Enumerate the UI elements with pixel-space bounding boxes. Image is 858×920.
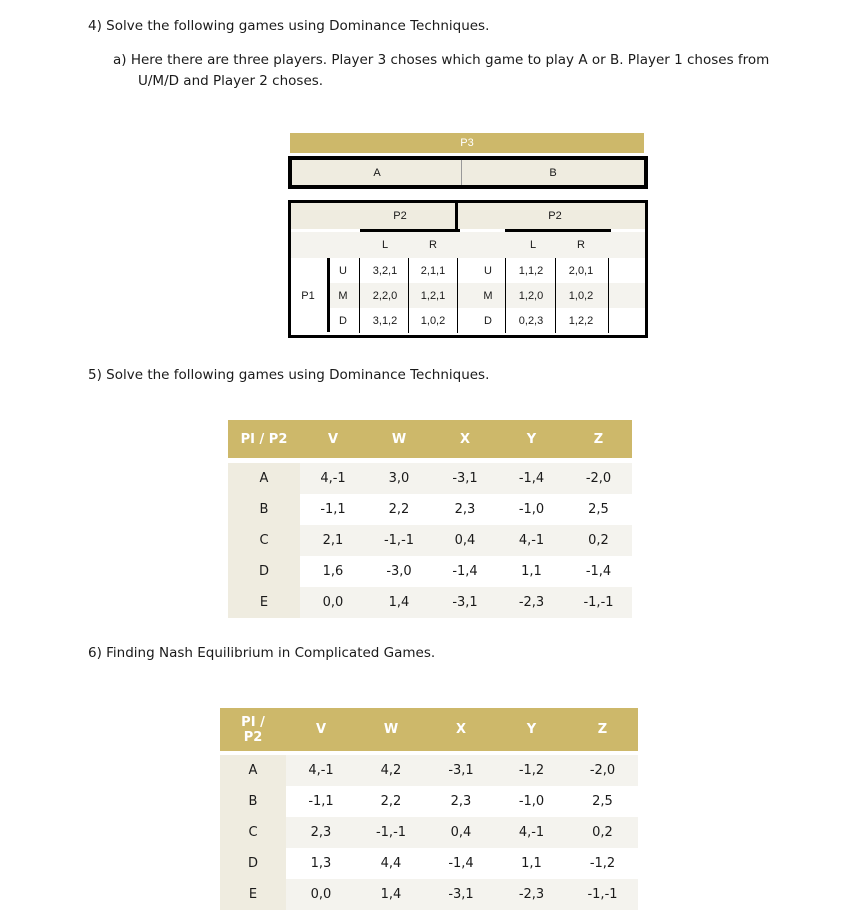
table-row (220, 817, 638, 848)
row-label: A (228, 463, 300, 494)
p2-label-a: P2 (393, 210, 407, 222)
payoff-cell: 1,1 (496, 848, 567, 879)
payoff-cell: 3,2,1 (372, 264, 398, 277)
payoff-cell: -3,1 (432, 463, 498, 494)
table-row (220, 879, 638, 910)
payoff-cell: 2,5 (565, 494, 632, 525)
payoff-cell: 0,0 (300, 587, 366, 618)
q5-col-y: Y (526, 431, 537, 447)
table-row (228, 463, 632, 494)
col-r-a: R (429, 239, 437, 251)
payoff-cell: 1,0,2 (568, 289, 594, 302)
payoff-cell: -1,4 (426, 848, 496, 879)
payoff-cell: 0,0 (286, 879, 356, 910)
payoff-cell: 4,-1 (300, 463, 366, 494)
q5-col-v: V (327, 431, 339, 447)
payoff-cell: -1,2 (567, 848, 638, 879)
payoff-cell: 2,2 (356, 786, 426, 817)
divider (359, 258, 360, 333)
row-m-a: M (338, 289, 348, 302)
row-m-b: M (483, 289, 493, 302)
payoff-cell: 4,-1 (496, 817, 567, 848)
q6-col-x: X (455, 722, 467, 737)
col-l-a: L (381, 239, 389, 251)
payoff-cell: 1,6 (300, 556, 366, 587)
payoff-cell: -1,0 (498, 494, 565, 525)
row-label: C (228, 525, 300, 556)
row-label: B (220, 786, 286, 817)
payoff-cell: 1,1,2 (518, 264, 544, 277)
payoff-cell: 1,3 (286, 848, 356, 879)
payoff-cell: 0,4 (432, 525, 498, 556)
payoff-cell: -1,0 (496, 786, 567, 817)
payoff-cell: 2,3 (432, 494, 498, 525)
payoff-cell: 3,0 (366, 463, 432, 494)
payoff-cell: -1,-1 (356, 817, 426, 848)
payoff-cell: -1,2 (496, 755, 567, 786)
payoff-cell: -1,4 (565, 556, 632, 587)
payoff-cell: 1,2,2 (568, 314, 594, 327)
payoff-cell: 1,2,0 (518, 289, 544, 302)
q4a-text-cont: U/M/D and Player 2 choses. (138, 73, 324, 89)
payoff-cell: 2,3 (286, 817, 356, 848)
game-b-label: B (549, 166, 557, 179)
payoff-cell: 4,4 (356, 848, 426, 879)
game-a-label: A (373, 166, 381, 179)
payoff-cell: -3,1 (426, 755, 496, 786)
row-d-a: D (339, 314, 347, 327)
table-row (228, 556, 632, 587)
p2-label-b: P2 (548, 210, 562, 222)
row-label: D (228, 556, 300, 587)
q6-header-row (220, 708, 638, 751)
payoff-cell: 3,1,2 (372, 314, 398, 327)
q6-corner-line1: PI / (241, 714, 265, 730)
payoff-cell: 1,0,2 (420, 314, 446, 327)
q6-title: 6) Finding Nash Equilibrium in Complicated Games. (88, 645, 436, 661)
payoff-cell: 1,4 (356, 879, 426, 910)
row-u-b: U (484, 264, 492, 277)
payoff-cell: -3,0 (366, 556, 432, 587)
payoff-cell: 2,1 (300, 525, 366, 556)
payoff-cell: 0,4 (426, 817, 496, 848)
payoff-cell: -2,3 (498, 587, 565, 618)
payoff-cell: 2,2 (366, 494, 432, 525)
payoff-cell: 1,1 (498, 556, 565, 587)
payoff-cell: 0,2,3 (518, 314, 544, 327)
p3-header: P3 (290, 133, 644, 153)
q5-col-x: X (459, 431, 471, 447)
payoff-cell: 2,2,0 (372, 289, 398, 302)
row-label: E (220, 879, 286, 910)
q5-col-w: W (391, 431, 407, 447)
payoff-cell: -1,-1 (567, 879, 638, 910)
q6-corner (220, 708, 286, 751)
q5-corner: PI / P2 (240, 431, 288, 447)
payoff-cell: -2,3 (496, 879, 567, 910)
q6-col-w: W (383, 722, 399, 737)
row-label: E (228, 587, 300, 618)
row-label: A (220, 755, 286, 786)
q6-col-v: V (315, 722, 327, 737)
payoff-cell: 4,-1 (286, 755, 356, 786)
payoff-cell: 0,2 (567, 817, 638, 848)
q4-title: 4) Solve the following games using Dominance Techniques. (88, 18, 490, 34)
payoff-cell: -3,1 (432, 587, 498, 618)
payoff-cell: 2,1,1 (420, 264, 446, 277)
divider (408, 258, 409, 333)
payoff-cell: -1,-1 (366, 525, 432, 556)
payoff-cell: -1,-1 (565, 587, 632, 618)
q6-payoff-table (220, 708, 638, 910)
row-d-b: D (484, 314, 492, 327)
q4a-text: a) Here there are three players. Player 3 choses which game to play A or B. Player 1 choses from (113, 52, 770, 68)
row-label: B (228, 494, 300, 525)
payoff-cell: -1,4 (432, 556, 498, 587)
payoff-cell: 4,2 (356, 755, 426, 786)
q5-col-z: Z (593, 431, 604, 447)
payoff-cell: 2,5 (567, 786, 638, 817)
payoff-cell: 2,3 (426, 786, 496, 817)
q6-col-y: Y (526, 722, 537, 737)
payoff-cell: 1,4 (366, 587, 432, 618)
divider (455, 203, 458, 229)
payoff-cell: 0,2 (565, 525, 632, 556)
q5-title: 5) Solve the following games using Dominance Techniques. (88, 367, 490, 383)
row-u-a: U (339, 264, 347, 277)
table-row (228, 494, 632, 525)
divider (457, 258, 458, 333)
payoff-cell: -1,1 (300, 494, 366, 525)
q6-col-z: Z (597, 722, 608, 737)
table-row (228, 525, 632, 556)
payoff-cell: 2,0,1 (568, 264, 594, 277)
q5-payoff-table (228, 420, 632, 618)
q6-corner-line2: P2 (243, 729, 263, 745)
table-row (220, 786, 638, 817)
divider (555, 258, 556, 333)
col-l-b: L (529, 239, 537, 251)
table-row (220, 755, 638, 786)
payoff-cell: -2,0 (565, 463, 632, 494)
q5-header-row (228, 420, 632, 458)
divider (608, 258, 609, 333)
divider (505, 258, 506, 333)
payoff-cell: -1,4 (498, 463, 565, 494)
payoff-cell: -2,0 (567, 755, 638, 786)
table-row (228, 587, 632, 618)
payoff-cell: -3,1 (426, 879, 496, 910)
row-label: D (220, 848, 286, 879)
payoff-cell: 4,-1 (498, 525, 565, 556)
payoff-cell: 1,2,1 (420, 289, 446, 302)
table-row (220, 848, 638, 879)
payoff-cell: -1,1 (286, 786, 356, 817)
p1-label: P1 (301, 290, 315, 302)
col-r-b: R (577, 239, 585, 251)
row-label: C (220, 817, 286, 848)
